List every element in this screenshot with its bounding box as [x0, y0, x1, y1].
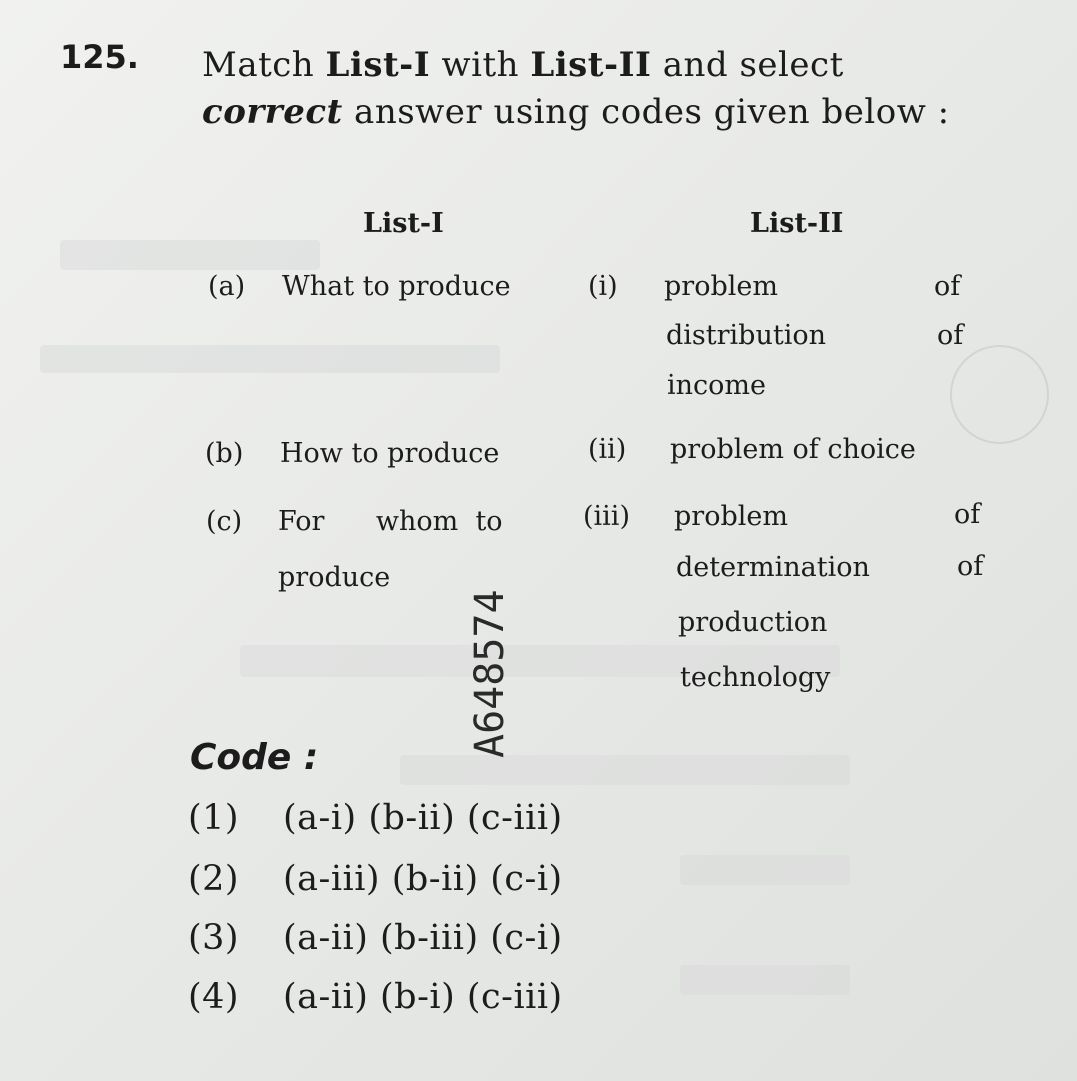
- option-text: (a-iii) (b-ii) (c-i): [283, 859, 563, 899]
- list2-label-ii: (ii): [588, 434, 627, 465]
- bleed-through-circle: [950, 345, 1049, 444]
- list2-item-i-line1: problem: [664, 271, 778, 302]
- list2-item-iii-line1: problem: [674, 501, 788, 532]
- question-number: 125.: [60, 38, 139, 76]
- bleed-through-shadow: [400, 755, 850, 785]
- list2-item-iii-of2: of: [957, 551, 984, 582]
- bleed-through-shadow: [60, 240, 320, 270]
- list1-item-c-line2: produce: [278, 562, 391, 593]
- stem-text: with: [430, 45, 531, 85]
- list1-item-c-line1: For whom to: [278, 506, 503, 537]
- list2-label-iii: (iii): [583, 501, 630, 532]
- code-label: Code :: [190, 737, 319, 778]
- bleed-through-shadow: [40, 345, 500, 373]
- option-text: (a-ii) (b-i) (c-iii): [283, 977, 563, 1017]
- list2-item-iii-of1: of: [954, 499, 981, 530]
- list2-label-i: (i): [588, 271, 618, 302]
- option-1[interactable]: [188, 798, 563, 838]
- list2-header: List-II: [750, 208, 844, 239]
- list2-item-iii-line4: technology: [680, 662, 831, 693]
- option-number: (1): [188, 798, 240, 838]
- question-stem: [202, 42, 962, 136]
- option-number: (2): [188, 859, 240, 899]
- list1-header: List-I: [363, 208, 444, 239]
- option-text: (a-i) (b-ii) (c-iii): [283, 798, 563, 838]
- list1-label-a: (a): [208, 271, 246, 302]
- list2-item-i-of1: of: [934, 271, 961, 302]
- list1-item-b: How to produce: [280, 438, 500, 469]
- option-text: (a-ii) (b-iii) (c-i): [283, 918, 563, 958]
- list2-item-i-line3: income: [667, 370, 766, 401]
- option-3[interactable]: [188, 918, 563, 958]
- bleed-through-shadow: [680, 965, 850, 995]
- stem-text: answer using codes given below :: [342, 92, 950, 132]
- stem-list2: List-II: [530, 45, 652, 85]
- list2-item-iii-line2: determination: [676, 552, 870, 583]
- serial-stamp: A648574: [467, 589, 513, 758]
- bleed-through-shadow: [680, 855, 850, 885]
- list1-label-c: (c): [206, 506, 243, 537]
- option-number: (3): [188, 918, 240, 958]
- list2-item-ii: problem of choice: [670, 434, 916, 465]
- stem-correct: correct: [202, 92, 343, 132]
- stem-text: and select: [651, 45, 844, 85]
- stem-list1: List-I: [325, 45, 431, 85]
- option-2[interactable]: [188, 859, 563, 899]
- list2-item-i-of2: of: [937, 320, 964, 351]
- list1-label-b: (b): [205, 438, 244, 469]
- list2-item-i-line2: distribution: [666, 320, 826, 351]
- stem-text: Match: [202, 45, 326, 85]
- option-4[interactable]: [188, 977, 563, 1017]
- list2-item-iii-line3: production: [678, 607, 828, 638]
- list1-item-a: What to produce: [282, 271, 511, 302]
- option-number: (4): [188, 977, 240, 1017]
